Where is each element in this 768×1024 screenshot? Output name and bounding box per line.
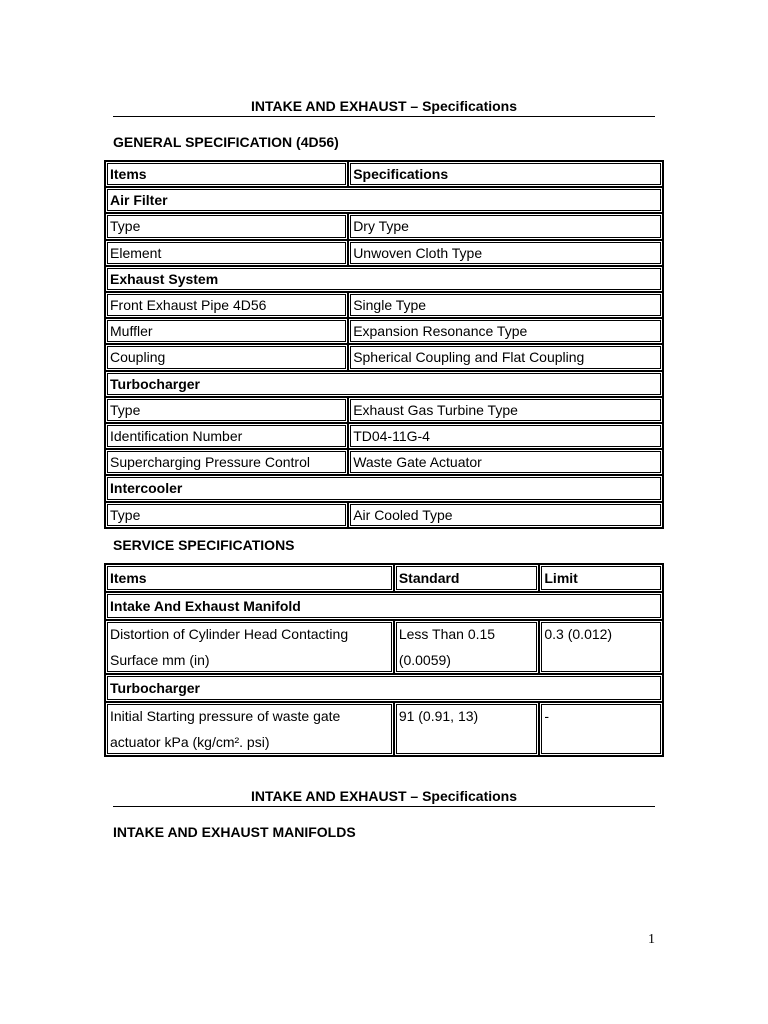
cell-item	[105, 702, 394, 756]
cell-limit: -	[539, 702, 663, 756]
cell-item: Coupling	[105, 344, 348, 370]
table-row	[105, 620, 663, 674]
cell-item-line2: actuator kPa (kg/cm². psi)	[110, 734, 270, 750]
table-row	[105, 397, 663, 423]
group-row	[105, 371, 663, 397]
table-header-row	[105, 564, 663, 592]
general-spec-table	[104, 160, 664, 529]
service-spec-title: SERVICE SPECIFICATIONS	[113, 537, 295, 553]
cell-item: Element	[105, 240, 348, 266]
cell-item-line1: Distortion of Cylinder Head Contacting	[110, 626, 349, 642]
group-turbocharger: Turbocharger	[105, 371, 663, 397]
cell-item: Identification Number	[105, 423, 348, 449]
col-header-standard: Standard	[394, 564, 540, 592]
group-row	[105, 475, 663, 501]
table-header-row	[105, 161, 663, 187]
page-header-title-2: INTAKE AND EXHAUST – Specifications	[113, 788, 655, 807]
cell-item-line2: Surface mm (in)	[110, 652, 210, 668]
cell-item	[105, 620, 394, 674]
cell-item: Supercharging Pressure Control	[105, 449, 348, 475]
cell-spec: Exhaust Gas Turbine Type	[348, 397, 663, 423]
group-intake-exhaust-manifold: Intake And Exhaust Manifold	[105, 592, 663, 620]
cell-spec: Air Cooled Type	[348, 502, 663, 528]
cell-spec: TD04-11G-4	[348, 423, 663, 449]
table-row	[105, 344, 663, 370]
cell-standard: 91 (0.91, 13)	[394, 702, 540, 756]
cell-spec: Single Type	[348, 292, 663, 318]
group-air-filter: Air Filter	[105, 187, 663, 213]
cell-item: Front Exhaust Pipe 4D56	[105, 292, 348, 318]
cell-spec: Waste Gate Actuator	[348, 449, 663, 475]
cell-spec: Dry Type	[348, 213, 663, 239]
col-header-limit: Limit	[539, 564, 663, 592]
cell-item: Type	[105, 213, 348, 239]
col-header-items: Items	[105, 564, 394, 592]
cell-item: Type	[105, 502, 348, 528]
manifolds-section-title: INTAKE AND EXHAUST MANIFOLDS	[113, 824, 356, 840]
cell-item: Type	[105, 397, 348, 423]
group-row	[105, 266, 663, 292]
group-intercooler: Intercooler	[105, 475, 663, 501]
table-row	[105, 318, 663, 344]
col-header-items: Items	[105, 161, 348, 187]
cell-item-line1: Initial Starting pressure of waste gate	[110, 708, 341, 724]
page-number: 1	[648, 932, 655, 947]
group-exhaust-system: Exhaust System	[105, 266, 663, 292]
table-row	[105, 292, 663, 318]
group-turbocharger: Turbocharger	[105, 674, 663, 702]
general-spec-title: GENERAL SPECIFICATION (4D56)	[113, 134, 339, 150]
cell-item: Muffler	[105, 318, 348, 344]
table-row	[105, 213, 663, 239]
group-row	[105, 674, 663, 702]
table-row	[105, 423, 663, 449]
service-spec-table	[104, 563, 664, 757]
cell-spec: Spherical Coupling and Flat Coupling	[348, 344, 663, 370]
cell-standard-line2: (0.0059)	[398, 652, 451, 668]
page-header-title: INTAKE AND EXHAUST – Specifications	[113, 98, 655, 117]
group-row	[105, 592, 663, 620]
col-header-specifications: Specifications	[348, 161, 663, 187]
table-row	[105, 502, 663, 528]
table-row	[105, 449, 663, 475]
table-row	[105, 702, 663, 756]
table-row	[105, 240, 663, 266]
cell-limit: 0.3 (0.012)	[539, 620, 663, 674]
cell-spec: Expansion Resonance Type	[348, 318, 663, 344]
cell-spec: Unwoven Cloth Type	[348, 240, 663, 266]
group-row	[105, 187, 663, 213]
cell-standard-line1: Less Than 0.15	[398, 626, 496, 642]
cell-standard	[394, 620, 540, 674]
